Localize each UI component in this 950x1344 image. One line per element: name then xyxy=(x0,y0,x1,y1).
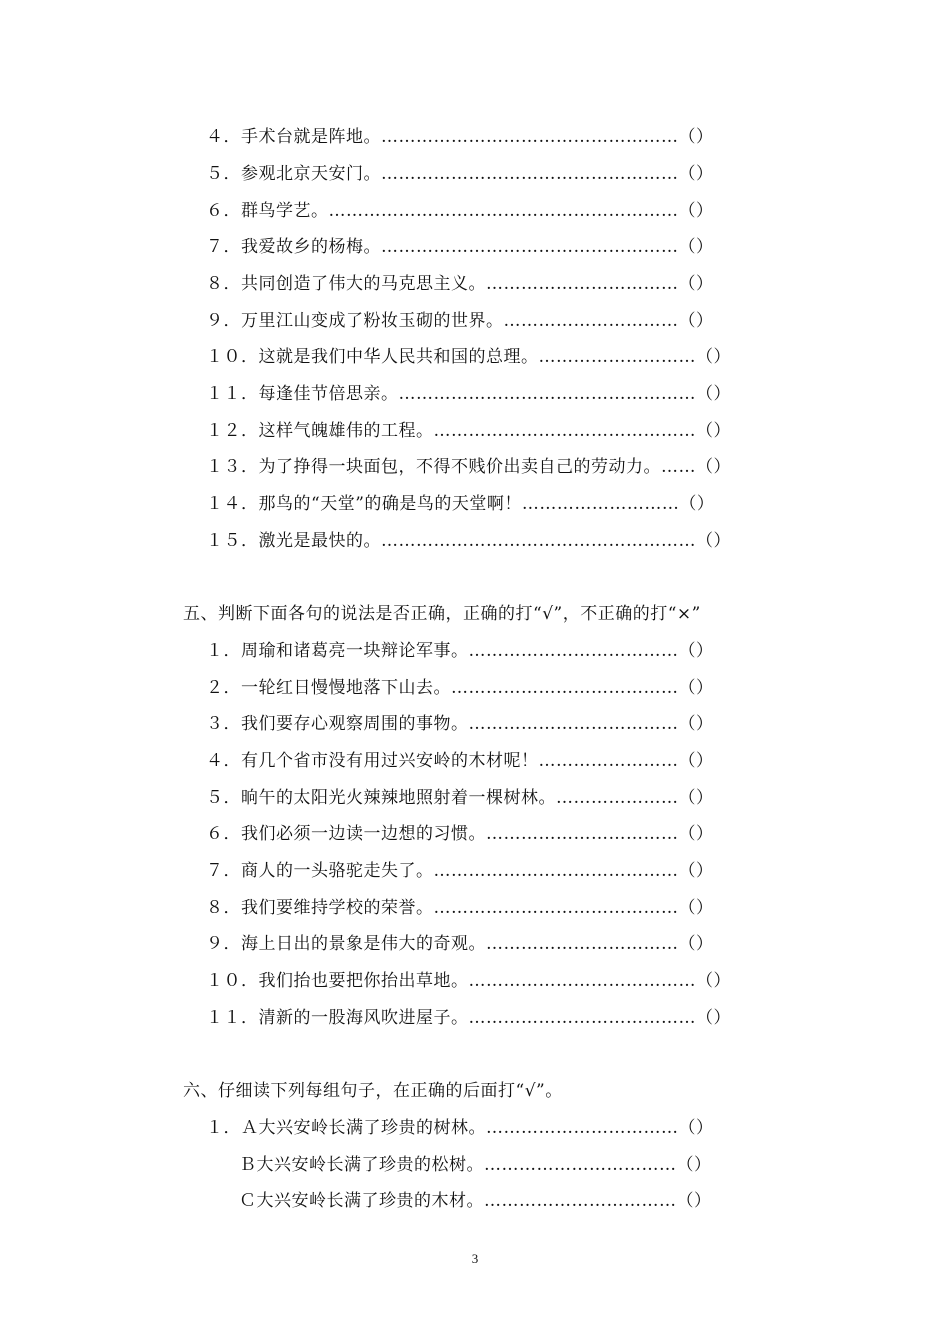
question-line: １３．为了挣得一块面包，不得不贱价出卖自己的劳动力。……（） xyxy=(206,457,731,477)
question-line: ５．晌午的太阳光火辣辣地照射着一棵树林。…………………（） xyxy=(206,788,714,808)
question-line: Ｃ大兴安岭长满了珍贵的木材。……………………………（） xyxy=(239,1191,712,1211)
question-line: ９．万里江山变成了粉妆玉砌的世界。…………………………（） xyxy=(206,311,714,331)
question-line: ６．我们必须一边读一边想的习惯。……………………………（） xyxy=(206,824,714,844)
question-line: ９．海上日出的景象是伟大的奇观。……………………………（） xyxy=(206,934,714,954)
question-line: ４．手术台就是阵地。……………………………………………（） xyxy=(206,127,714,147)
section-heading: 六、仔细读下列每组句子，在正确的后面打“√”。 xyxy=(183,1081,563,1101)
question-line: ５．参观北京天安门。……………………………………………（） xyxy=(206,164,714,184)
question-line: ８．我们要维持学校的荣誉。……………………………………（） xyxy=(206,898,714,918)
section-heading: 五、判断下面各句的说法是否正确，正确的打“√”，不正确的打“×” xyxy=(183,604,701,624)
question-line: １０．我们抬也要把你抬出草地。…………………………………（） xyxy=(206,971,731,991)
question-line: １．Ａ大兴安岭长满了珍贵的树林。……………………………（） xyxy=(206,1118,714,1138)
question-line: ３．我们要存心观察周围的事物。………………………………（） xyxy=(206,714,714,734)
question-line: Ｂ大兴安岭长满了珍贵的松树。……………………………（） xyxy=(239,1155,712,1175)
question-line: １５．激光是最快的。………………………………………………（） xyxy=(206,531,731,551)
question-line: １．周瑜和诸葛亮一块辩论军事。………………………………（） xyxy=(206,641,714,661)
question-line: ８．共同创造了伟大的马克思主义。……………………………（） xyxy=(206,274,714,294)
question-line: １１．每逢佳节倍思亲。……………………………………………（） xyxy=(206,384,731,404)
question-line: １４．那鸟的“天堂”的确是鸟的天堂啊！………………………（） xyxy=(206,494,715,514)
question-line: ７．商人的一头骆驼走失了。……………………………………（） xyxy=(206,861,714,881)
question-line: ２．一轮红日慢慢地落下山去。…………………………………（） xyxy=(206,678,714,698)
question-line: １２．这样气魄雄伟的工程。………………………………………（） xyxy=(206,421,731,441)
question-line: １０．这就是我们中华人民共和国的总理。………………………（） xyxy=(206,347,731,367)
question-line: ４．有几个省市没有用过兴安岭的木材呢！……………………（） xyxy=(206,751,714,771)
question-line: １１．清新的一股海风吹进屋子。…………………………………（） xyxy=(206,1008,731,1028)
page-number: 3 xyxy=(471,1251,479,1266)
question-line: ７．我爱故乡的杨梅。……………………………………………（） xyxy=(206,237,714,257)
question-line: ６．群鸟学艺。……………………………………………………（） xyxy=(206,201,714,221)
